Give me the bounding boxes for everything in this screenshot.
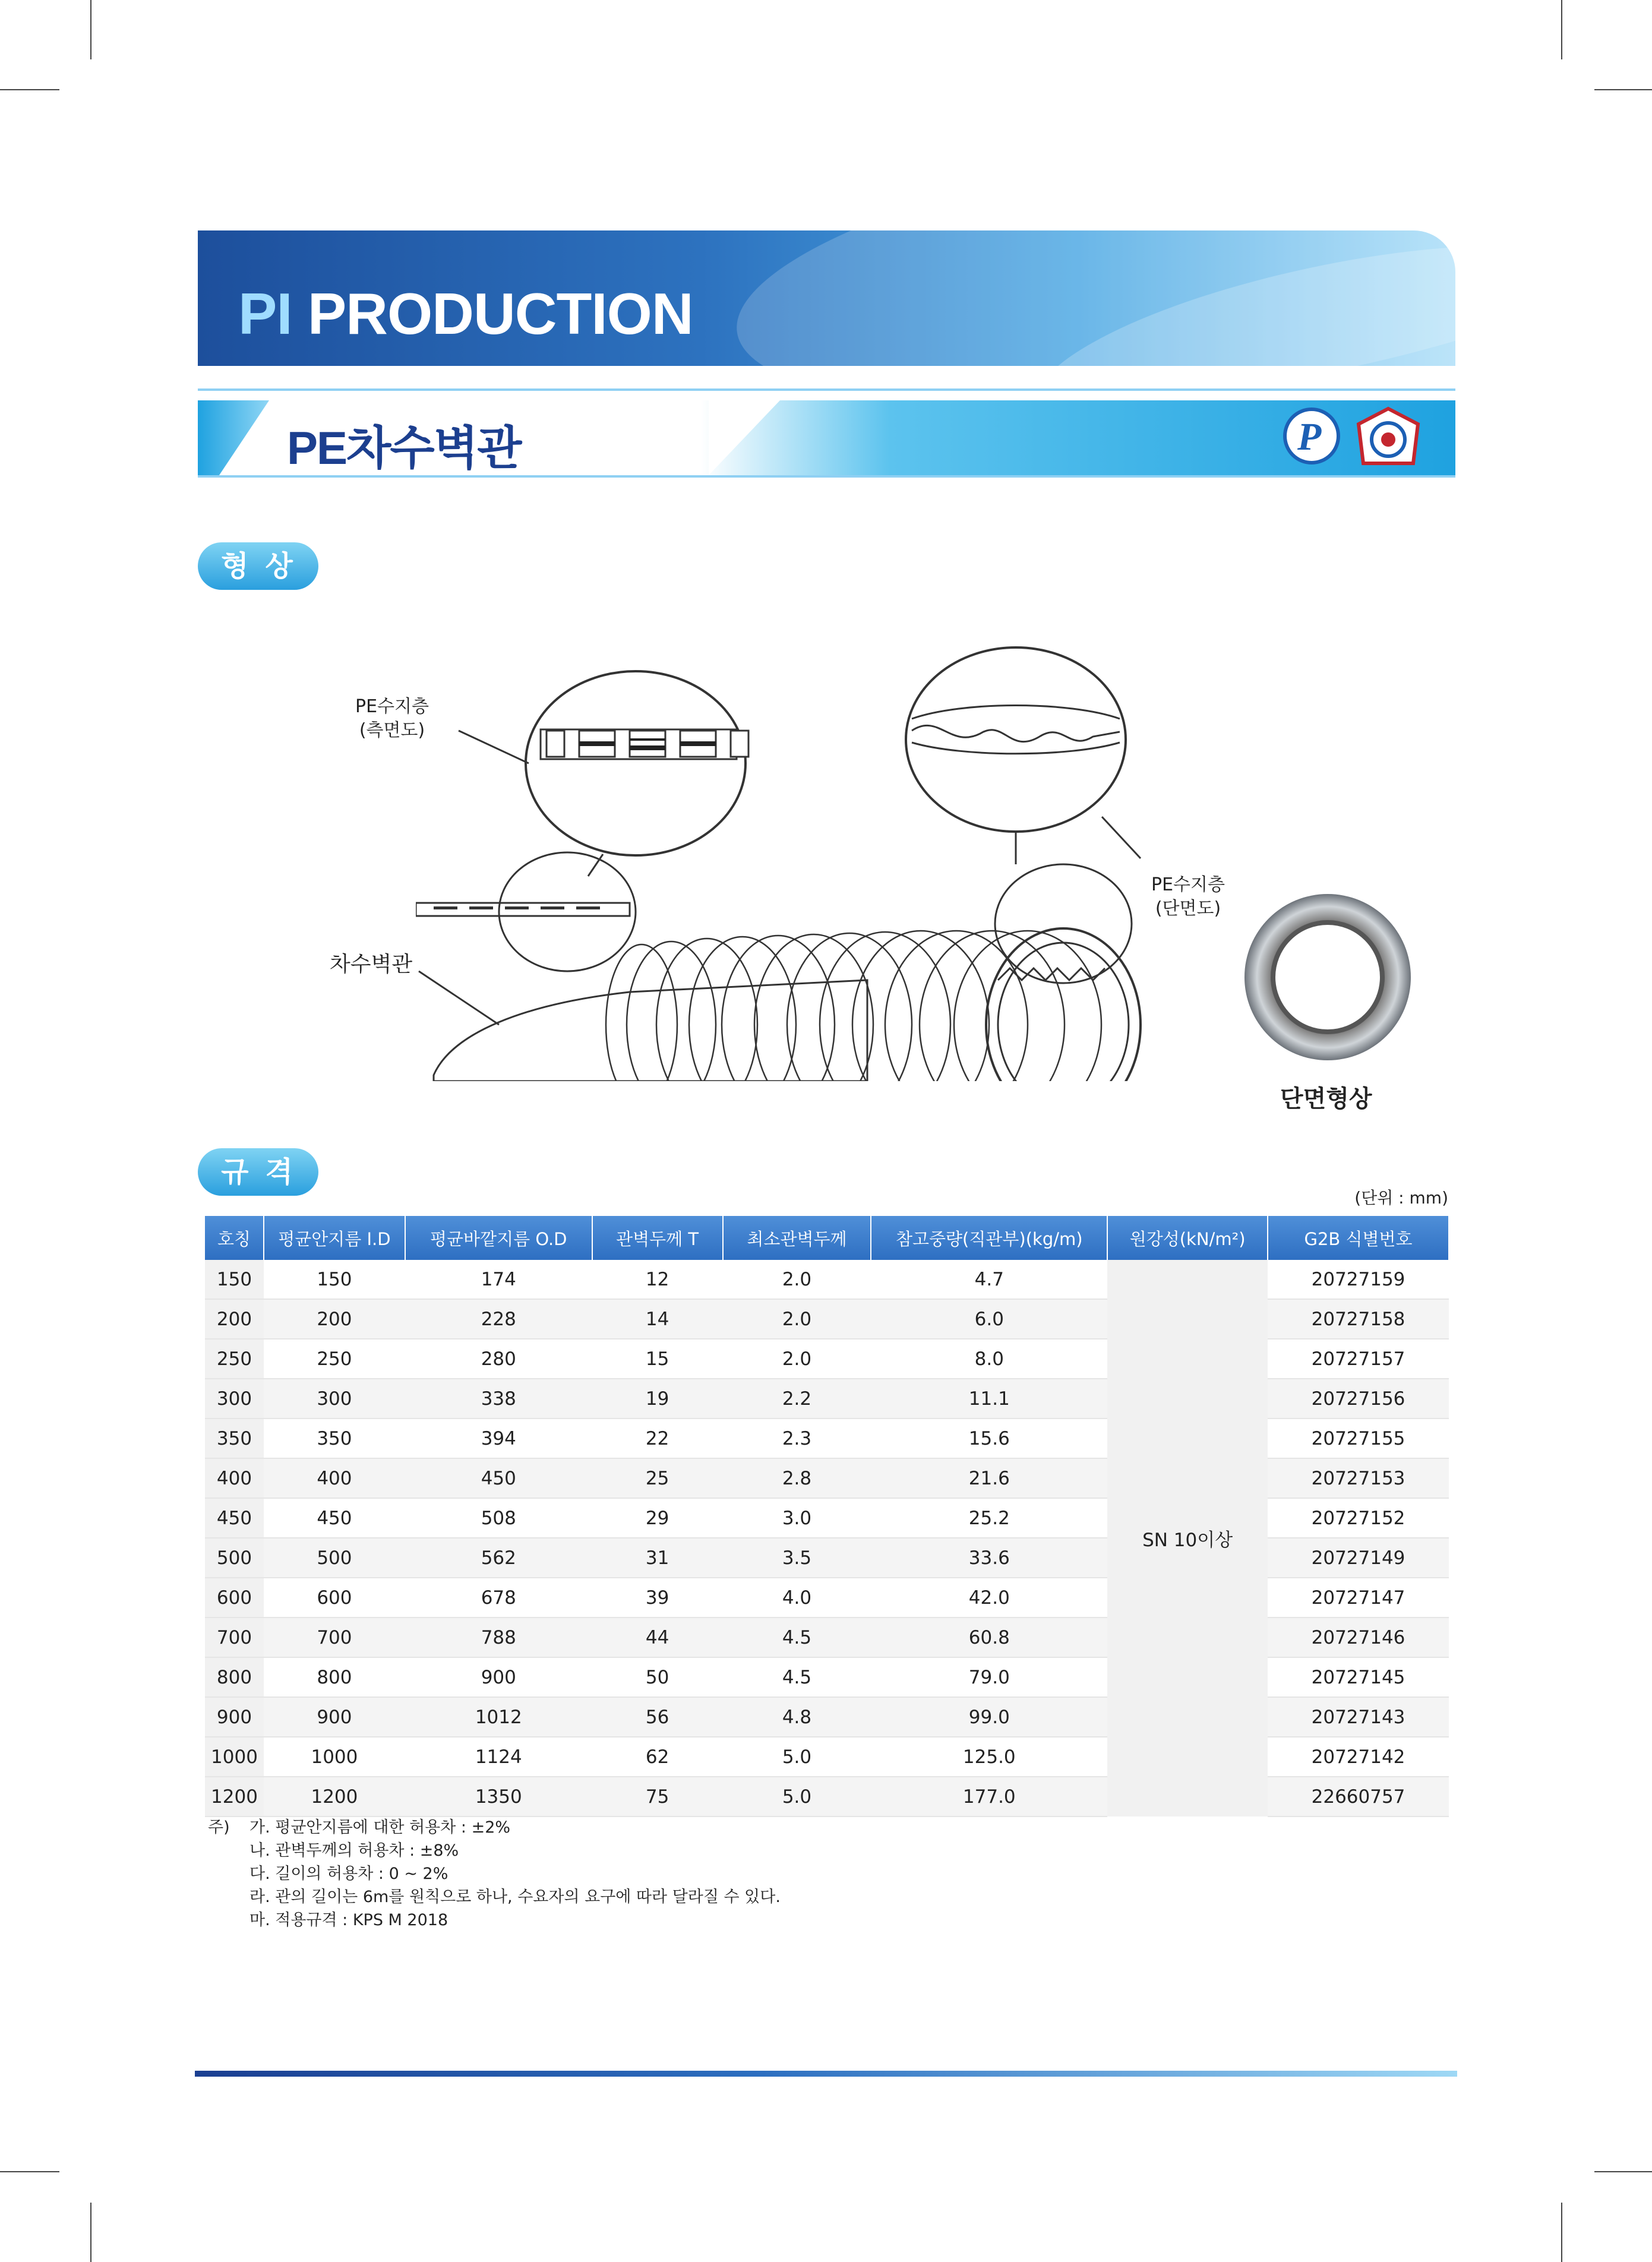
table-cell: 20727142 [1268, 1737, 1449, 1777]
table-cell: 11.1 [871, 1379, 1107, 1419]
table-cell: 20727143 [1268, 1697, 1449, 1737]
table-header-cell: 호칭 [205, 1216, 264, 1260]
table-cell: 4.0 [723, 1578, 871, 1617]
table-cell: 1200 [264, 1777, 405, 1816]
table-cell: 20727145 [1268, 1657, 1449, 1697]
crop-mark [1594, 89, 1652, 90]
table-header-cell: 원강성(kN/m²) [1107, 1216, 1268, 1260]
table-cell: 20727147 [1268, 1578, 1449, 1617]
table-cell: 900 [205, 1697, 264, 1737]
footnotes [208, 1816, 781, 1932]
table-cell: 788 [405, 1617, 592, 1657]
table-cell: 450 [264, 1498, 405, 1538]
table-cell: 500 [264, 1538, 405, 1578]
crop-mark [0, 89, 59, 90]
table-cell: 25.2 [871, 1498, 1107, 1538]
label-side-view: PE수지층 (측면도) [355, 696, 429, 741]
table-cell: 1000 [264, 1737, 405, 1777]
table-cell: 22 [592, 1419, 723, 1458]
table-cell: 19 [592, 1379, 723, 1419]
table-cell: 2.0 [723, 1260, 871, 1299]
table-cell: 29 [592, 1498, 723, 1538]
table-cell: 562 [405, 1538, 592, 1578]
table-cell: 800 [205, 1657, 264, 1697]
table-cell: 39 [592, 1578, 723, 1617]
note-item: 가. 평균안지름에 대한 허용차 : ±2% [249, 1818, 511, 1837]
table-cell: 20727146 [1268, 1617, 1449, 1657]
table-cell: 75 [592, 1777, 723, 1816]
table-cell: 678 [405, 1578, 592, 1617]
table-header-cell: 관벽두께 T [592, 1216, 723, 1260]
table-cell: 300 [264, 1379, 405, 1419]
table-cell: 5.0 [723, 1737, 871, 1777]
table-header-cell: 참고중량(직관부)(kg/m) [871, 1216, 1107, 1260]
section-spec-label: 규격 [198, 1148, 318, 1196]
table-cell: 31 [592, 1538, 723, 1578]
table-cell: 125.0 [871, 1737, 1107, 1777]
table-cell: 60.8 [871, 1617, 1107, 1657]
table-cell: 1350 [405, 1777, 592, 1816]
note-item: 라. 관의 길이는 6m를 원칙으로 하나, 수요자의 요구에 따라 달라질 수 있다. [249, 1888, 781, 1906]
note-item: 다. 길이의 허용차 : 0 ~ 2% [249, 1865, 448, 1883]
label-pipe: 차수벽관 [330, 952, 413, 977]
table-cell: 600 [264, 1578, 405, 1617]
table-cell: 394 [405, 1419, 592, 1458]
table-cell: 900 [264, 1697, 405, 1737]
table-cell-ring-stiffness: SN 10이상 [1107, 1260, 1268, 1816]
note-item: 마. 적용규격 : KPS M 2018 [249, 1911, 448, 1929]
table-cell: 4.5 [723, 1617, 871, 1657]
table-cell: 1012 [405, 1697, 592, 1737]
label-cross-section: 단면형상 [1280, 1085, 1372, 1113]
table-header-cell: 평균바깥지름 O.D [405, 1216, 592, 1260]
crop-mark [1594, 2171, 1652, 2172]
table-cell: 450 [205, 1498, 264, 1538]
crop-mark [0, 2171, 59, 2172]
table-cell: 150 [205, 1260, 264, 1299]
crop-mark [1561, 0, 1562, 59]
table-cell: 5.0 [723, 1777, 871, 1816]
table-cell: 700 [264, 1617, 405, 1657]
table-cell: 508 [405, 1498, 592, 1538]
table-cell: 174 [405, 1260, 592, 1299]
table-cell: 3.5 [723, 1538, 871, 1578]
table-cell: 900 [405, 1657, 592, 1697]
table-header-cell: G2B 식별번호 [1268, 1216, 1449, 1260]
table-cell: 12 [592, 1260, 723, 1299]
cross-section-image [1242, 891, 1414, 1063]
divider [198, 475, 1455, 478]
table-cell: 177.0 [871, 1777, 1107, 1816]
table-header-cell: 평균안지름 I.D [264, 1216, 405, 1260]
table-header-row [205, 1216, 1449, 1260]
table-cell: 20727155 [1268, 1419, 1449, 1458]
table-cell: 1124 [405, 1737, 592, 1777]
table-cell: 2.0 [723, 1339, 871, 1379]
divider [198, 388, 1455, 391]
unit-note: (단위 : mm) [1354, 1188, 1448, 1208]
table-cell: 1200 [205, 1777, 264, 1816]
product-title: PE차수벽관 [287, 422, 521, 474]
table-cell: 1000 [205, 1737, 264, 1777]
crop-mark [90, 0, 91, 59]
table-cell: 3.0 [723, 1498, 871, 1538]
label-cross-section-view: PE수지층 (단면도) [1151, 874, 1225, 919]
table-cell: 500 [205, 1538, 264, 1578]
crop-mark [1561, 2203, 1562, 2262]
table-cell: 700 [205, 1617, 264, 1657]
table-cell: 6.0 [871, 1299, 1107, 1339]
table-cell: 4.7 [871, 1260, 1107, 1299]
table-cell: 99.0 [871, 1697, 1107, 1737]
table-cell: 15 [592, 1339, 723, 1379]
table-cell: 20727156 [1268, 1379, 1449, 1419]
header-banner [198, 230, 1455, 366]
table-cell: 20727158 [1268, 1299, 1449, 1339]
table-header-cell: 최소관벽두께 [723, 1216, 871, 1260]
table-cell: 200 [264, 1299, 405, 1339]
table-row [205, 1260, 1449, 1299]
table-cell: 20727152 [1268, 1498, 1449, 1538]
notes-prefix: 주) [208, 1818, 230, 1837]
table-cell: 25 [592, 1458, 723, 1498]
table-cell: 4.8 [723, 1697, 871, 1737]
table-cell: 250 [264, 1339, 405, 1379]
table-cell: 2.0 [723, 1299, 871, 1339]
table-cell: 62 [592, 1737, 723, 1777]
table-cell: 79.0 [871, 1657, 1107, 1697]
note-item: 나. 관벽두께의 허용차 : ±8% [249, 1841, 459, 1860]
table-cell: 2.2 [723, 1379, 871, 1419]
pipe-diagram [416, 630, 1158, 1081]
table-cell: 228 [405, 1299, 592, 1339]
table-cell: 200 [205, 1299, 264, 1339]
table-cell: 44 [592, 1617, 723, 1657]
table-cell: 250 [205, 1339, 264, 1379]
table-cell: 400 [205, 1458, 264, 1498]
table-cell: 56 [592, 1697, 723, 1737]
table-cell: 350 [205, 1419, 264, 1458]
table-cell: 21.6 [871, 1458, 1107, 1498]
table-cell: 600 [205, 1578, 264, 1617]
table-cell: 42.0 [871, 1578, 1107, 1617]
table-cell: 20727157 [1268, 1339, 1449, 1379]
table-cell: 400 [264, 1458, 405, 1498]
company-logo-icon: P [1283, 407, 1340, 465]
table-cell: 150 [264, 1260, 405, 1299]
table-cell: 22660757 [1268, 1777, 1449, 1816]
table-cell: 2.3 [723, 1419, 871, 1458]
table-cell: 50 [592, 1657, 723, 1697]
footer-divider [195, 2071, 1457, 2077]
table-cell: 33.6 [871, 1538, 1107, 1578]
page-title: PI PRODUCTION [238, 281, 693, 346]
table-cell: 2.8 [723, 1458, 871, 1498]
table-cell: 20727149 [1268, 1538, 1449, 1578]
table-cell: 350 [264, 1419, 405, 1458]
table-cell: 300 [205, 1379, 264, 1419]
table-cell: 20727159 [1268, 1260, 1449, 1299]
spec-table [205, 1216, 1449, 1817]
page-title-rest: PRODUCTION [292, 281, 693, 346]
table-cell: 4.5 [723, 1657, 871, 1697]
crop-mark [90, 2203, 91, 2262]
certification-logo-icon [1356, 406, 1420, 468]
table-cell: 20727153 [1268, 1458, 1449, 1498]
table-cell: 450 [405, 1458, 592, 1498]
table-cell: 338 [405, 1379, 592, 1419]
table-cell: 15.6 [871, 1419, 1107, 1458]
table-cell: 800 [264, 1657, 405, 1697]
section-shape-label: 형상 [198, 542, 318, 590]
table-cell: 280 [405, 1339, 592, 1379]
product-title-bar [198, 400, 1455, 475]
table-cell: 14 [592, 1299, 723, 1339]
table-cell: 8.0 [871, 1339, 1107, 1379]
